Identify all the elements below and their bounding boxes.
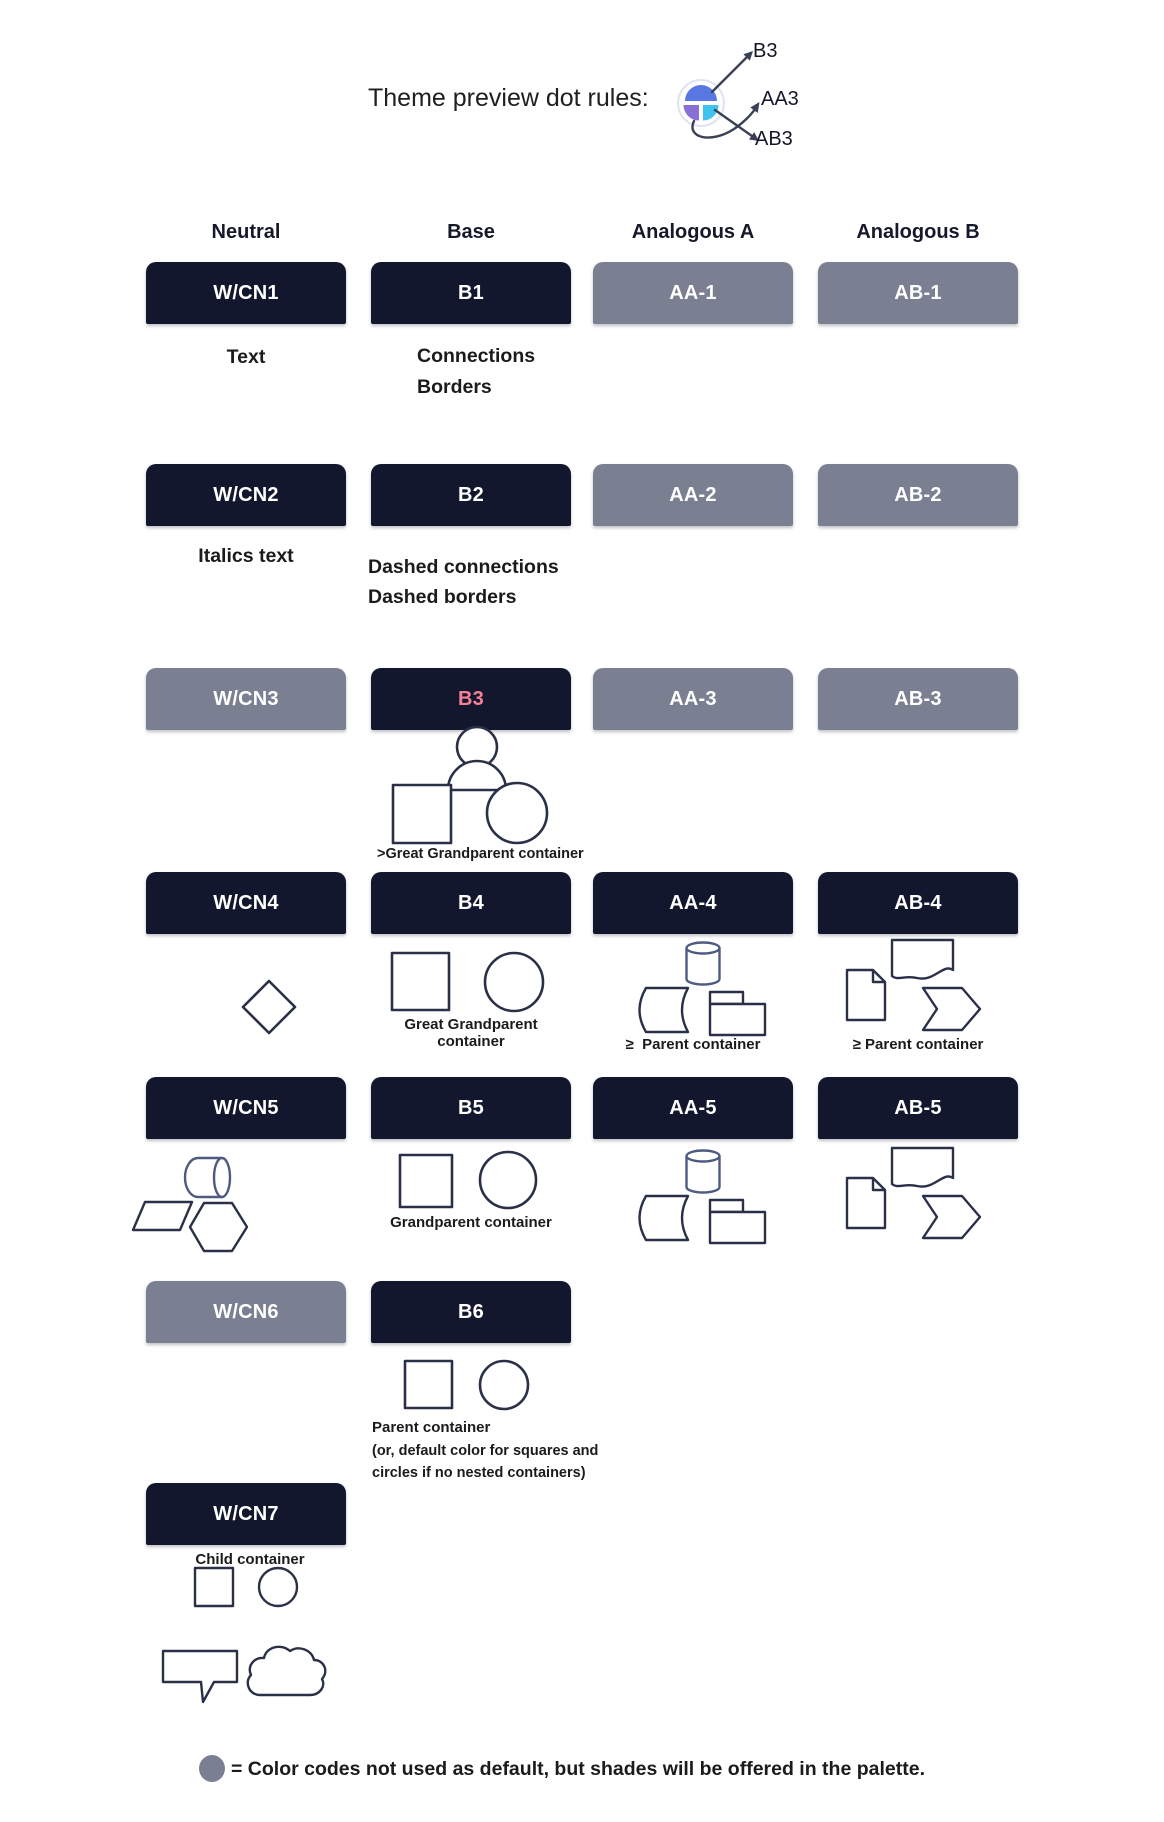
caption-great-grandparent: Great Grandparent container: [404, 1016, 542, 1050]
square-icon: [393, 785, 451, 843]
column-header-base: Base: [447, 221, 495, 243]
swatch-aa5: AA-5: [593, 1077, 793, 1139]
dot-rule-label-aa3: AA3: [761, 88, 799, 110]
arrow-to-ab3: [715, 110, 752, 136]
caption-gte-parent-aa4: ≥ Parent container: [625, 1036, 761, 1053]
caption-great-grandparent-gt: >Great Grandparent container: [377, 846, 584, 862]
caption-gte-parent-ab4: ≥ Parent container: [852, 1036, 984, 1053]
legend-dot: [199, 1755, 225, 1782]
chevron-arrow-icon: [923, 1196, 980, 1238]
swatch-b1: B1: [371, 262, 571, 324]
square-icon: [392, 953, 449, 1010]
b6-shapes: [403, 1359, 533, 1413]
swatch-wcn5: W/CN5: [146, 1077, 346, 1139]
swatch-b5: B5: [371, 1077, 571, 1139]
folder-icon: [710, 992, 743, 1004]
swatch-b4: B4: [371, 872, 571, 934]
caption-dashed-connections: Dashed connections: [368, 556, 559, 578]
swatch-wcn3: W/CN3: [146, 668, 346, 730]
horizontal-cylinder-icon: [214, 1158, 230, 1197]
caption-borders: Borders: [417, 376, 492, 398]
wavy-document-icon: [892, 1148, 953, 1187]
speech-bubble-icon: [163, 1651, 237, 1702]
ab4-shapes: [845, 936, 987, 1036]
wcn4-shapes: [240, 978, 298, 1036]
swatch-wcn6: W/CN6: [146, 1281, 346, 1343]
parallelogram-icon: [133, 1202, 192, 1230]
swatch-b2: B2: [371, 464, 571, 526]
swatch-ab3: AB-3: [818, 668, 1018, 730]
b5-shapes: [398, 1150, 543, 1212]
aa4-shapes: [632, 936, 774, 1038]
column-header-neutral: Neutral: [211, 221, 281, 243]
legend-text: = Color codes not used as default, but shades will be offered in the palette.: [231, 1758, 925, 1780]
b3-shapes: [373, 723, 583, 847]
caption-connections: Connections: [417, 345, 536, 367]
circle-icon: [480, 1152, 536, 1208]
aa5-shapes: [632, 1144, 774, 1246]
person-icon: [448, 761, 506, 790]
folder-icon: [710, 1212, 765, 1243]
diamond-icon: [243, 981, 295, 1033]
swatch-wcn7: W/CN7: [146, 1483, 346, 1545]
swatch-ab1: AB-1: [818, 262, 1018, 324]
swatch-b3: B3: [371, 668, 571, 730]
swatch-b6: B6: [371, 1281, 571, 1343]
swatch-ab5: AB-5: [818, 1077, 1018, 1139]
wcn7-extra-shapes: [138, 1638, 338, 1710]
ab5-shapes: [845, 1144, 987, 1244]
swatch-ab2: AB-2: [818, 464, 1018, 526]
document-icon: [847, 1178, 885, 1228]
swatch-aa3: AA-3: [593, 668, 793, 730]
cylinder-icon: [687, 943, 720, 954]
circle-icon: [487, 783, 547, 843]
column-header-analogous-a: Analogous A: [631, 221, 755, 243]
caption-grandparent: Grandparent container: [390, 1214, 552, 1231]
folder-icon: [710, 1200, 743, 1212]
caption-parent: Parent container: [372, 1419, 491, 1436]
swatch-wcn2: W/CN2: [146, 464, 346, 526]
square-icon: [405, 1361, 452, 1408]
swatch-wcn4: W/CN4: [146, 872, 346, 934]
b4-shapes: [390, 944, 550, 1014]
circle-icon: [485, 953, 543, 1011]
wcn5-shapes: [128, 1148, 253, 1258]
cylinder-icon: [687, 1151, 720, 1162]
cloud-icon: [248, 1647, 325, 1695]
hexagon-icon: [190, 1203, 247, 1251]
chevron-arrow-icon: [923, 988, 980, 1030]
circle-icon: [480, 1361, 528, 1409]
document-icon: [847, 970, 885, 1020]
square-icon: [400, 1155, 452, 1207]
folder-icon: [710, 1004, 765, 1035]
swatch-aa1: AA-1: [593, 262, 793, 324]
swatch-ab4: AB-4: [818, 872, 1018, 934]
caption-text: Text: [226, 346, 266, 368]
dot-rule-label-ab3: AB3: [755, 128, 793, 150]
page-title: Theme preview dot rules:: [368, 84, 649, 112]
caption-italics-text: Italics text: [198, 545, 294, 567]
column-header-analogous-b: Analogous B: [856, 221, 980, 243]
swatch-aa4: AA-4: [593, 872, 793, 934]
caption-dashed-borders: Dashed borders: [368, 586, 517, 608]
wavy-document-icon: [892, 940, 953, 979]
swatch-aa2: AA-2: [593, 464, 793, 526]
swatch-wcn1: W/CN1: [146, 262, 346, 324]
wcn7-shapes: [193, 1564, 303, 1610]
arrow-to-b3: [712, 57, 747, 92]
circle-icon: [259, 1568, 297, 1606]
caption-parent-note: (or, default color for squares and circles if no nested containers): [372, 1443, 603, 1481]
stored-data-icon: [640, 988, 689, 1032]
caption-child: Child container: [195, 1551, 305, 1568]
stored-data-icon: [640, 1196, 689, 1240]
square-icon: [195, 1568, 233, 1606]
dot-rule-label-b3: B3: [753, 40, 778, 62]
